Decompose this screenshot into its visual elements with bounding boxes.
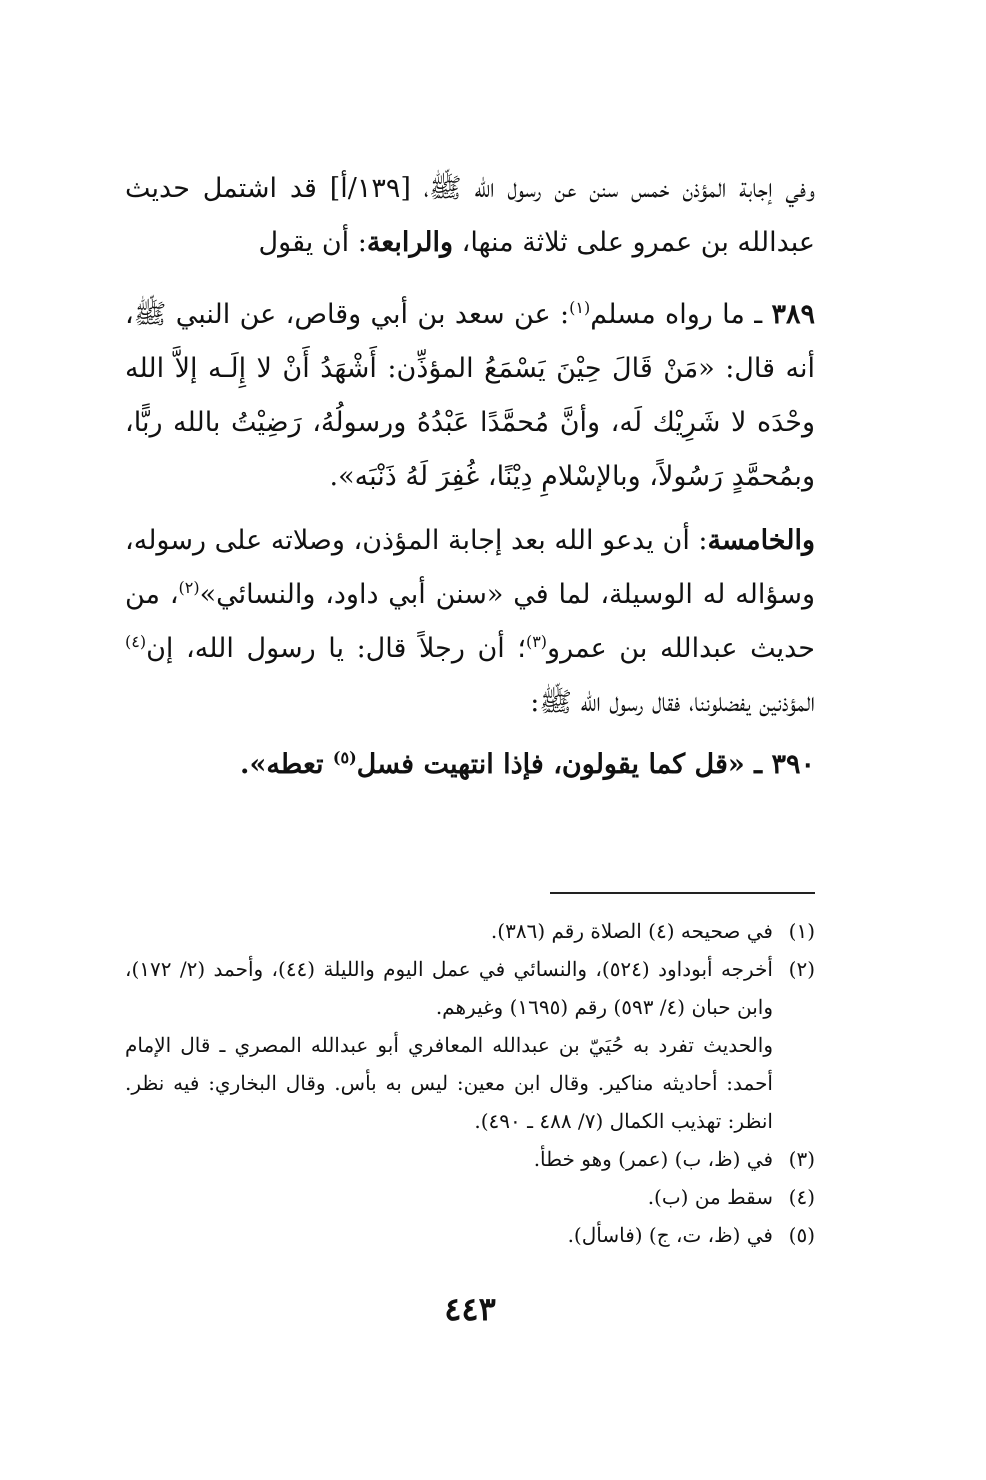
footnote-text: أخرجه أبوداود (٥٢٤)، والنسائي في عمل اليوم والليلة (٤٤)، وأحمد (٢/ ١٧٢)، وابن حبان (٤/ ٥٩٣) رقم (١٦٩٥) وغيرهم. xyxy=(125,957,773,1019)
book-page xyxy=(125,0,815,1480)
hadith-389 xyxy=(125,288,815,504)
footnote-5 xyxy=(125,1216,815,1254)
paragraph-five-sunan xyxy=(125,162,815,270)
hadith-text: ـ «قل كما يقولون، فإذا انتهيت فسل xyxy=(356,749,763,780)
footnote-ref-1[interactable]: (١) xyxy=(569,298,591,317)
hadith-intro: ـ ما رواه مسلم xyxy=(590,299,763,330)
footnote-number: (٣) xyxy=(788,1147,815,1171)
footnote-text: في (ظ، ب) (عمر) وهو خطأ. xyxy=(533,1147,773,1171)
footnote-2-continuation: والحديث تفرد به حُيَيّ بن عبدالله المعافري أبو عبدالله المصري ـ قال الإمام أحمد: أحاديثه مناكير. وقال ابن معين: ليس به بأس. وقال البخاري: فيه نظر. انظر: تهذيب الكمال (٧/ ٤٨٨ ـ ٤٩٠). xyxy=(125,1033,773,1133)
footnote-2 xyxy=(125,950,815,1026)
footnote-ref-5[interactable]: (٥) xyxy=(332,748,357,767)
paragraph-text: : أن يدعو الله بعد إجابة المؤذن، وصلاته على رسوله، وسؤاله له الوسيلة، لما في «سنن أبي داود، والنسائي» xyxy=(125,525,816,610)
footnotes xyxy=(125,912,815,1254)
footnote-3 xyxy=(125,1140,815,1178)
footnote-1 xyxy=(125,912,815,950)
hadith-text: تعطه». xyxy=(240,749,333,780)
footnote-text: في صحيحه (٤) الصلاة رقم (٣٨٦). xyxy=(490,919,773,943)
bold-term-fifth: والخامسة xyxy=(707,525,815,556)
paragraph-fifth-sunna xyxy=(125,514,815,730)
paragraph-text: وفي إجابة المؤذن خمس سنن عن رسول الله ﷺ، [١٣٩/أ] قد اشتمل حديث عبدالله بن عمرو على ثلاثة منها، xyxy=(125,173,815,258)
paragraph-text: ؛ أن رجلاً قال: يا رسول الله، إن xyxy=(146,633,526,664)
footnote-number: (٤) xyxy=(788,1185,815,1209)
hadith-number: ٣٩٠ xyxy=(771,749,815,780)
hadith-number: ٣٨٩ xyxy=(771,299,815,330)
footnote-number: (١) xyxy=(788,919,815,943)
footnote-4 xyxy=(125,1178,815,1216)
hadith-390 xyxy=(125,738,815,792)
footnote-separator xyxy=(550,892,815,894)
footnote-ref-4[interactable]: (٤) xyxy=(125,632,147,651)
paragraph-text: ، من حديث عبدالله بن عمرو xyxy=(125,579,815,664)
footnote-ref-3[interactable]: (٣) xyxy=(525,632,548,651)
footnote-number: (٥) xyxy=(788,1223,815,1247)
footnote-number: (٢) xyxy=(788,957,815,981)
footnote-text: سقط من (ب). xyxy=(647,1185,773,1209)
footnote-ref-2[interactable]: (٢) xyxy=(178,578,200,597)
paragraph-text: : أن يقول xyxy=(258,227,367,258)
bold-term-fourth: والرابعة xyxy=(366,227,454,258)
page-number: ٤٤٣ xyxy=(444,1290,496,1328)
paragraph-text: المؤذنين يفضلوننا، فقال رسول الله ﷺ: xyxy=(530,687,815,718)
hadith-text: : عن سعد بن أبي وقاص، عن النبي ﷺ، أنه قال: «مَنْ قَالَ حِيْنَ يَسْمَعُ المؤذِّن: أَشْهَدُ أَنْ لا إِلَـه إلاَّ الله وحْدَه لا شَرِيْك لَه، وأنَّ مُحمَّدًا عَبْدُهُ ورسولُهُ، رَضِيْتُ بالله ربًّا، وبمُحمَّدٍ رَسُولاً، وبالإسْلامِ دِيْنًا، غُفِرَ لَهُ ذَنْبَه». xyxy=(125,299,815,492)
footnote-text: في (ظ، ت، ج) (فاسأل). xyxy=(567,1223,773,1247)
